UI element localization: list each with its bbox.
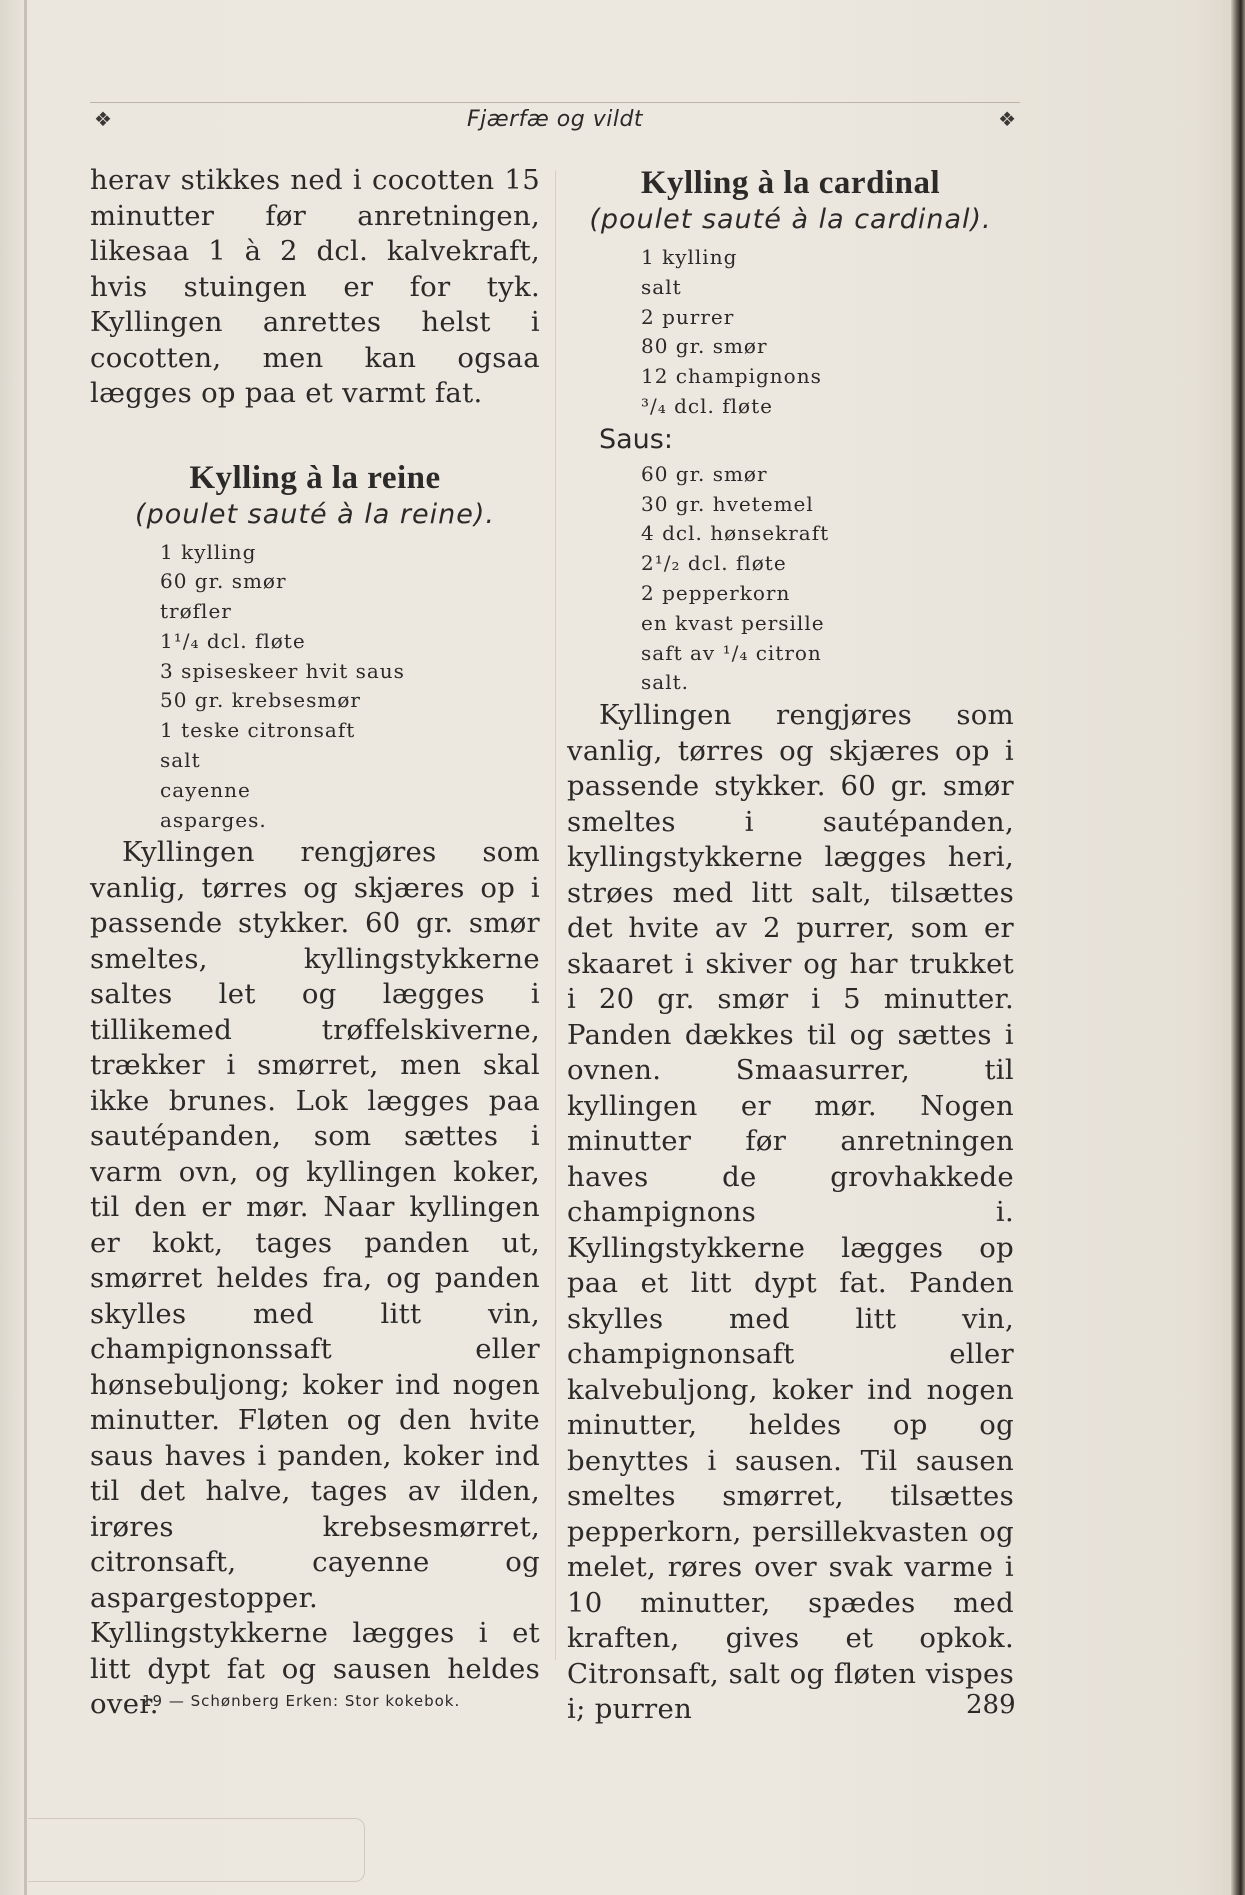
page-number: 289 <box>966 1690 1016 1720</box>
sauce-ingredient-item: saft av ¹/₄ citron <box>641 640 822 665</box>
sauce-heading: Saus: <box>599 423 673 455</box>
ingredient-item: 1 kylling <box>160 539 257 564</box>
method-paragraph-cardinal: Kyllingen rengjøres som vanlig, tørres og skjæres op i passende stykker. 60 gr. smør smeltes i sautépanden, kyllingstykkerne lægges heri, strøes med litt salt, tilsættes det hvite av 2 purrer, som er skaaret i skiver og har trukket i 20 gr. smør i 5 minutter. Panden dækkes til og sættes i ovnen. Smaasurrer, til kyllingen er mør. Nogen minutter før anretningen haves de grovhakkede champignons i. Kyllingstykkerne lægges op paa et litt dypt fat. Panden skylles med litt vin, champignonsaft eller kalvebuljong, koker ind nogen minutter, heldes op og benyttes i sausen. Til sausen smeltes smørret, tilsættes pepperkorn, persillekvasten og melet, røres over svak varme i 10 minutter, spædes med kraften, gives et opkok. Citronsaft, salt og fløten vispes i; purren <box>567 699 1014 1726</box>
ingredient-list-reine <box>90 538 540 836</box>
sauce-ingredient-item: 4 dcl. hønsekraft <box>641 521 830 546</box>
ingredient-item: 50 gr. krebsesmør <box>160 688 361 713</box>
sauce-ingredient-item: en kvast persille <box>641 610 825 635</box>
ingredient-item: 12 champignons <box>641 364 822 389</box>
ingredient-item: salt <box>641 274 682 299</box>
ornament-right-icon: ❖ <box>998 107 1016 131</box>
recipe-subtitle-reine: (poulet sauté à la reine). <box>135 498 495 530</box>
intro-paragraph: herav stikkes ned i cocotten 15 minutter før anretningen, likesaa 1 à 2 dcl. kalvekraft, hvis stuingen er for tyk. Kyllingen anrettes helst i cocotten, men kan ogsaa lægges op paa et varmt fat. <box>90 164 540 409</box>
ingredient-item: 60 gr. smør <box>160 569 287 594</box>
ingredient-list-cardinal <box>567 243 1014 422</box>
sauce-ingredient-item: 2 pepperkorn <box>641 580 791 605</box>
recipe-title-reine: Kylling à la reine <box>189 459 441 496</box>
sauce-ingredient-item: 60 gr. smør <box>641 461 768 486</box>
ornament-left-icon: ❖ <box>94 107 112 131</box>
ingredient-item: 1¹/₄ dcl. fløte <box>160 628 306 653</box>
page-spine <box>24 0 27 1895</box>
column-divider <box>555 170 556 1660</box>
left-column <box>90 163 540 1723</box>
ingredient-item: salt <box>160 748 201 773</box>
sauce-ingredient-list <box>567 460 1014 698</box>
ingredient-item: 80 gr. smør <box>641 334 768 359</box>
running-header <box>90 102 1020 137</box>
ingredient-item: 2 purrer <box>641 304 735 329</box>
sauce-ingredient-item: 2¹/₂ dcl. fløte <box>641 551 787 576</box>
recipe-title-cardinal: Kylling à la cardinal <box>640 165 941 201</box>
spacer <box>90 412 540 458</box>
ingredient-item: asparges. <box>160 807 267 832</box>
method-paragraph-reine: Kyllingen rengjøres som vanlig, tørres og skjæres op i passende stykker. 60 gr. smør smeltes, kyllingstykkerne saltes let og lægges i tillikemed trøffelskiverne, trækker i smørret, men skal ikke brunes. Lok lægges paa sautépanden, som sættes i varm ovn, og kyllingen koker, til den er mør. Naar kyllingen er kokt, tages panden ut, smørret heldes fra, og panden skylles med litt vin, champignonssaft eller hønsebuljong; koker ind nogen minutter. Fløten og den hvite saus haves i panden, koker ind til det halve, tages av ilden, irøres krebsesmørret, citronsaft, cayenne og aspargestopper. Kyllingstykkerne lægges i et litt dypt fat og sausen heldes over. <box>90 836 540 1721</box>
ingredient-item: trøfler <box>160 599 232 624</box>
ingredient-item: cayenne <box>160 777 251 802</box>
ingredient-item: 1 kylling <box>641 245 738 269</box>
page-edge <box>1231 0 1245 1895</box>
printer-signature: 19 — Schønberg Erken: Stor kokebok. <box>142 1692 461 1710</box>
ingredient-item: 1 teske citronsaft <box>160 718 356 743</box>
recipe-subtitle-cardinal: (poulet sauté à la cardinal). <box>589 204 992 235</box>
ingredient-item: ³/₄ dcl. fløte <box>641 393 773 418</box>
sauce-ingredient-item: salt. <box>641 670 689 695</box>
ingredient-item: 3 spiseskeer hvit saus <box>160 658 405 683</box>
sauce-ingredient-item: 30 gr. hvetemel <box>641 491 814 516</box>
right-column <box>567 163 1014 1728</box>
page-tab-outline <box>28 1818 365 1882</box>
running-title: Fjærfæ og vildt <box>466 107 644 132</box>
